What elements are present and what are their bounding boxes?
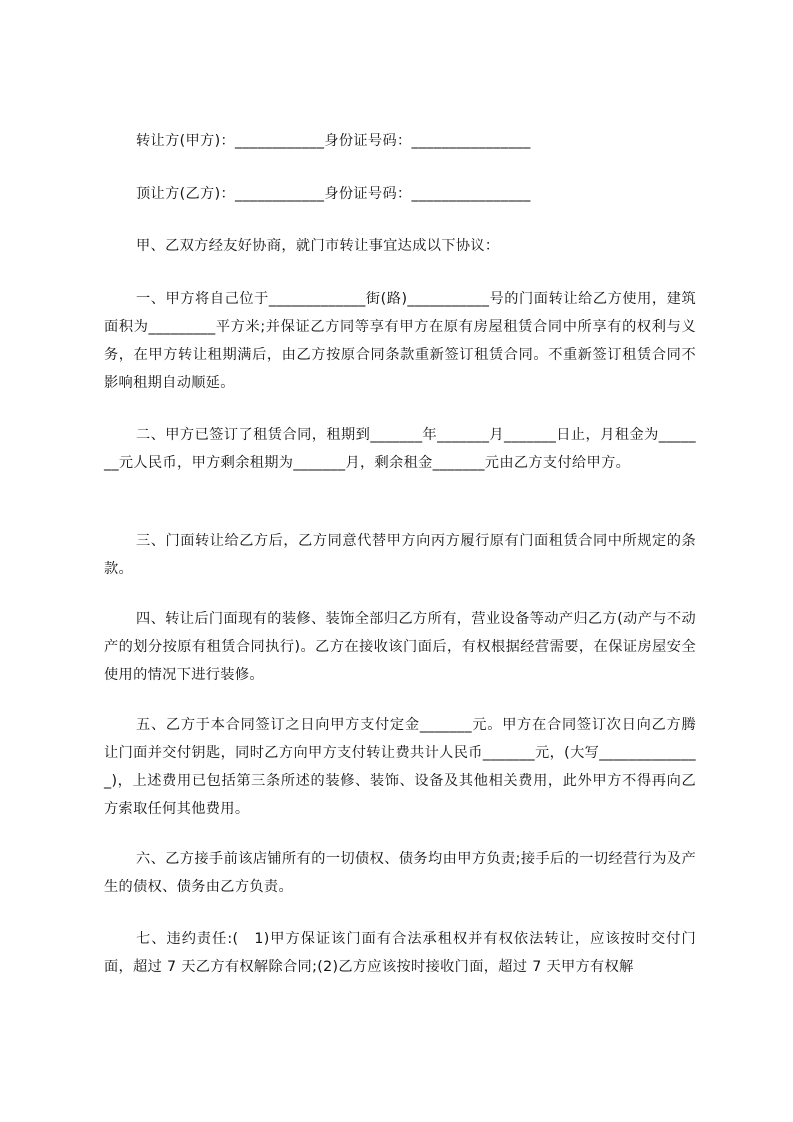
- intro-paragraph: 甲、乙双方经友好协商，就门市转让事宜达成以下协议：: [136, 238, 500, 254]
- transferee-line: 顶让方(乙方)：____________身份证号码：________________: [136, 186, 531, 202]
- clause-1: 一、甲方将自己位于_____________街(路)___________号的门面转让给乙方使用，建筑面积为_________平方米;并保证乙方同等享有甲方在原有房屋租赁合同中所享有的权利与义务，在甲方转让租期满后，由乙方按原合同条款重新签订租赁合同。不重新签订租赁合同不影响租期自动顺延。: [104, 291, 696, 391]
- clause-4: 四、转让后门面现有的装修、装饰全部归乙方所有，营业设备等动产归乙方(动产与不动产的划分按原有租赁合同执行)。乙方在接收该门面后，有权根据经营需要，在保证房屋安全使用的情况下进行装修。: [104, 611, 696, 683]
- clause-6: 六、乙方接手前该店铺所有的一切债权、债务均由甲方负责;接手后的一切经营行为及产生的债权、债务由乙方负责。: [104, 851, 696, 895]
- clause-2: 二、甲方已签订了租赁合同，租期到_______年_______月_______日止，月租金为_______元人民币，甲方剩余租期为_______月，剩余租金_______元由乙方支付给甲方。: [104, 427, 696, 471]
- clause-7: 七、违约责任:( 1)甲方保证该门面有合法承租权并有权依法转让，应该按时交付门面，超过 7 天乙方有权解除合同;(2)乙方应该按时接收门面，超过 7 天甲方有权解: [104, 931, 696, 975]
- clause-5: 五、乙方于本合同签订之日向甲方支付定金_______元。甲方在合同签订次日向乙方腾让门面并交付钥匙，同时乙方向甲方支付转让费共计人民币_______元，(大写______________)，上述费用已包括第三条所述的装修、装饰、设备及其他相关费用，此外甲方不得再向乙方索取任何其他费用。: [104, 717, 696, 817]
- clause-3: 三、门面转让给乙方后，乙方同意代替甲方向丙方履行原有门面租赁合同中所规定的条款。: [104, 533, 696, 577]
- transferor-line: 转让方(甲方)：____________身份证号码：________________: [136, 133, 531, 149]
